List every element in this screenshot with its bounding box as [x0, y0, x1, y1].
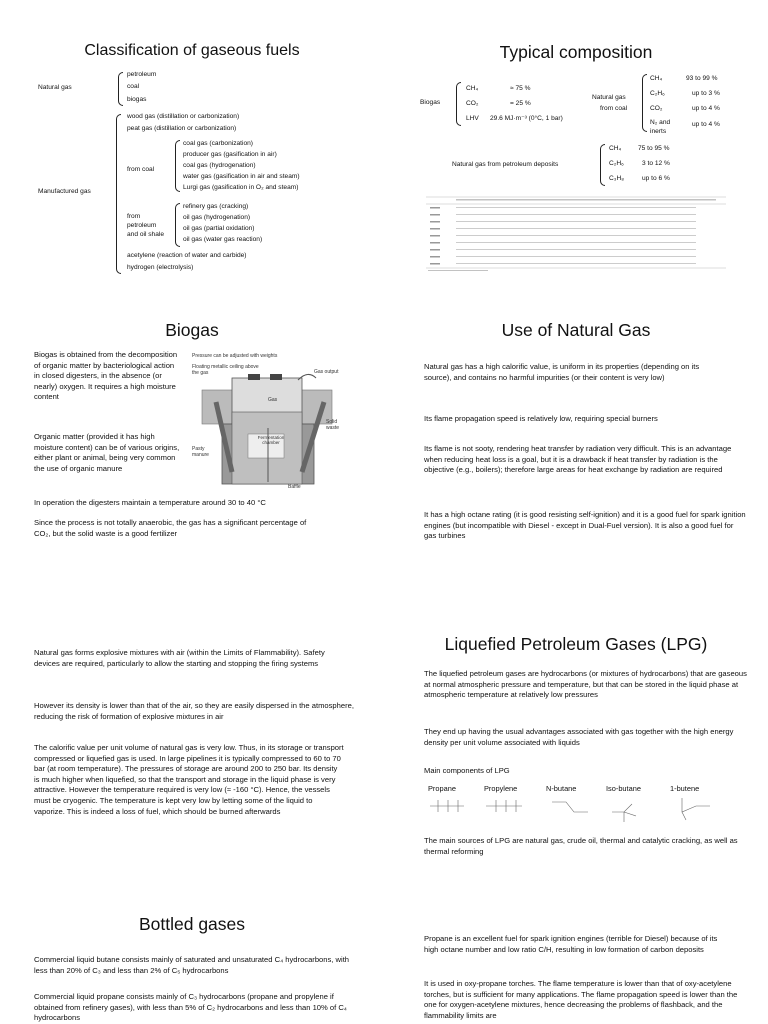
label-manufactured-gas: Manufactured gas: [38, 188, 91, 195]
coal-gas: CO₂: [650, 105, 663, 112]
from-petroleum: petroleum: [127, 222, 157, 229]
fig-label: Baffle: [288, 484, 301, 490]
coal-gas: N₂ and inerts: [650, 119, 671, 135]
brace: [642, 74, 647, 132]
ng-coal-label: Natural gas: [592, 94, 626, 101]
coal-val: up to 4 %: [692, 105, 720, 112]
coal-item: Lurgi gas (gasification in O₂ and steam): [183, 184, 299, 191]
paragraph: The liquefied petroleum gases are hydrocarbons (or mixtures of hydrocarbons) that are gaseous at normal atmospheric pressure and temperature, but that can be stored in the liquid phase at atmospheric temperature at relatively low pressures: [424, 669, 747, 700]
brace: [600, 144, 605, 186]
paragraph: Commercial liquid butane consists mainly of saturated and unsaturated C₄ hydrocarbons, with less than 20% of C₃ and less than 2% of C₅ hydrocarbons: [34, 955, 350, 975]
pet-item: refinery gas (cracking): [183, 203, 249, 210]
pet-gas: CH₄: [609, 145, 622, 152]
lpg-molecules: [424, 794, 724, 830]
paragraph: However its density is lower than that of the air, so they are easily dispersed in the atmosphere, reducing the risk of formation of explosive mixtures in air: [34, 701, 354, 721]
paragraph: In operation the digesters maintain a temperature around 30 to 40 °C: [34, 498, 266, 507]
fig-label: Pressure can be adjusted with weights: [192, 353, 278, 359]
coal-item: water gas (gasification in air and steam): [183, 173, 300, 180]
hydrogen: hydrogen (electrolysis): [127, 264, 194, 271]
peat-gas: peat gas (distillation or carbonization): [127, 125, 237, 132]
pet-gas: C₂H₆: [609, 160, 624, 167]
slide-biogas: [0, 318, 384, 608]
brace: [116, 114, 121, 274]
ng-item: petroleum: [127, 71, 157, 78]
from-coal: from coal: [127, 166, 155, 173]
fig-label: Pasty manure: [192, 446, 209, 458]
paragraph: Biogas is obtained from the decomposition of organic matter by bacteriological action in closed digesters, in the absence (or nearly) oxygen. It requires a high moisture content: [34, 350, 178, 402]
label-biogas: Biogas: [420, 99, 441, 106]
paragraph: Since the process is not totally anaerobic, the gas has a significant percentage of CO₂, but the solid waste is a good fertilizer: [34, 518, 307, 538]
pet-val: up to 6 %: [642, 175, 670, 182]
ng-coal-label: from coal: [600, 105, 628, 112]
coal-val: up to 3 %: [692, 90, 720, 97]
pet-item: oil gas (water gas reaction): [183, 236, 263, 243]
pet-item: oil gas (hydrogenation): [183, 214, 251, 221]
fig-label: Gas output: [314, 369, 339, 375]
bio-gas: CO₂: [466, 100, 479, 107]
coal-gas: C₂H₆: [650, 90, 665, 97]
paragraph: Natural gas forms explosive mixtures with air (within the Limits of Flammability). Safety devices are required, particularly to allow the starting and stopping the firing systems: [34, 648, 325, 668]
paragraph: Natural gas has a high calorific value, is uniform in its properties (depending on its source), and contains no harmful impurities (or their content is very low): [424, 362, 700, 382]
pet-val: 75 to 95 %: [638, 145, 670, 152]
bio-val: ≈ 75 %: [510, 85, 531, 92]
slide-title: Typical composition: [499, 42, 653, 62]
ng-item: coal: [127, 83, 140, 90]
fig-label: Floating metallic ceiling above the gas: [192, 364, 259, 376]
paragraph: The calorific value per unit volume of natural gas is very low. Thus, in its storage or transport compressed or liquefied gas is used. In large pipelines it is typically compressed to 60 to 70 bar (at room temperature). The pressures of storage are around 200 to 250 bar. Its density is much higher when liquefied, so that the transport and storage in the liquid phase is very attractive. However the temperature required is very low (≈ -160 °C). Hence, the vessels must be cryogenic. The temperature is kept very low by letting some of the liquid to vaporize. This is indeed a loss of fuel, which should be burned afterwards: [34, 743, 344, 816]
paragraph: Organic matter (provided it has high moisture content) can be of various origins, either plant or animal, being very common the use of organic manure: [34, 432, 180, 473]
paragraph: It has a high octane rating (it is good resisting self-ignition) and it is a good fuel for spark ignition engines (but incompatible with Diesel - except in Dual-Fuel version). It is also a good fuel for gas turbines: [424, 510, 746, 541]
paragraph: They end up having the usual advantages associated with gas together with the high energy density per unit volume associated with liquids: [424, 727, 734, 747]
slide-title: Biogas: [165, 320, 219, 340]
slide-bottled-gases: [0, 912, 384, 1024]
lpg-component: 1-butene: [670, 784, 700, 793]
bio-gas: CH₄: [466, 85, 479, 92]
pet-item: oil gas (partial oxidation): [183, 225, 255, 232]
coal-item: producer gas (gasification in air): [183, 151, 277, 158]
coal-val: up to 4 %: [692, 121, 720, 128]
slide-composition: [384, 30, 768, 320]
fig-label: Fermentation chamber: [257, 435, 285, 445]
slide-propane: [384, 912, 768, 1024]
brace: [175, 140, 180, 192]
paragraph: Propane is an excellent fuel for spark ignition engines (terrible for Diesel) because of its high octane number and low ratio C/H, resulting in low formation of carbon deposits: [424, 934, 718, 954]
digester-diagram: [198, 372, 348, 494]
brace: [175, 203, 180, 247]
lpg-component: Iso-butane: [606, 784, 641, 793]
composition-table-figure: [426, 194, 726, 272]
wood-gas: wood gas (distillation or carbonization): [127, 113, 240, 120]
pet-gas: C₃H₈: [609, 175, 624, 182]
slide-title: Use of Natural Gas: [501, 320, 651, 340]
lpg-component: N-butane: [546, 784, 577, 793]
lpg-component: Propylene: [484, 784, 518, 793]
acetylene: acetylene (reaction of water and carbide): [127, 252, 247, 259]
coal-val: 93 to 99 %: [686, 75, 718, 82]
paragraph: Its flame is not sooty, rendering heat transfer by radiation very difficult. This is an advantage when reducing heat loss is a goal, but it is a drawback if heat transfer by radiation is the objective (e.g., boilers); therefore large areas for heat exchange by radiation are required: [424, 444, 732, 475]
slide-natural-gas-safety: [0, 640, 384, 930]
from-petroleum: and oil shale: [127, 231, 165, 238]
coal-item: coal gas (hydrogenation): [183, 162, 256, 169]
bio-gas: LHV: [466, 115, 479, 122]
slide-lpg: [384, 632, 768, 922]
slide-use-natural-gas: [384, 318, 768, 608]
pet-val: 3 to 12 %: [642, 160, 670, 167]
fig-label: Solid waste: [326, 419, 340, 431]
slide-title: Classification of gaseous fuels: [84, 42, 300, 59]
bio-val: = 25 %: [510, 100, 531, 107]
bio-val: 29.6 MJ·m⁻³ (0°C, 1 bar): [490, 115, 563, 122]
coal-item: coal gas (carbonization): [183, 140, 254, 147]
paragraph: It is used in oxy-propane torches. The flame temperature is lower than that of oxy-acetylene torches, but is sufficient for many applications. The flame propagation speed is lower than the one for oxygen-acetylene mixtures, hence decreasing the problems of flashback, and the flammability limits are: [424, 979, 738, 1020]
brace: [118, 72, 123, 106]
paragraph: Its flame propagation speed is relatively low, requiring special burners: [424, 414, 658, 423]
ng-item: biogas: [127, 96, 147, 103]
from-petroleum: from: [127, 213, 141, 220]
coal-gas: CH₄: [650, 75, 663, 82]
paragraph: Main components of LPG: [424, 766, 510, 775]
slide-title: Bottled gases: [138, 914, 246, 934]
fig-label: Gas: [268, 397, 278, 403]
slide-title: Liquefied Petroleum Gases (LPG): [444, 634, 708, 654]
ng-pet-label: Natural gas from petroleum deposits: [452, 161, 559, 168]
paragraph: Commercial liquid propane consists mainly of C₃ hydrocarbons (propane and propylene if obtained from refinery gases), with less than 5% of C₂ hydrocarbons and less than 10% of C₄ hydrocarbons: [34, 992, 347, 1023]
brace: [456, 82, 461, 126]
lpg-component: Propane: [428, 784, 456, 793]
label-natural-gas: Natural gas: [38, 84, 72, 91]
slide-classification: [0, 30, 384, 320]
paragraph: The main sources of LPG are natural gas, crude oil, thermal and catalytic cracking, as well as thermal reforming: [424, 836, 738, 856]
